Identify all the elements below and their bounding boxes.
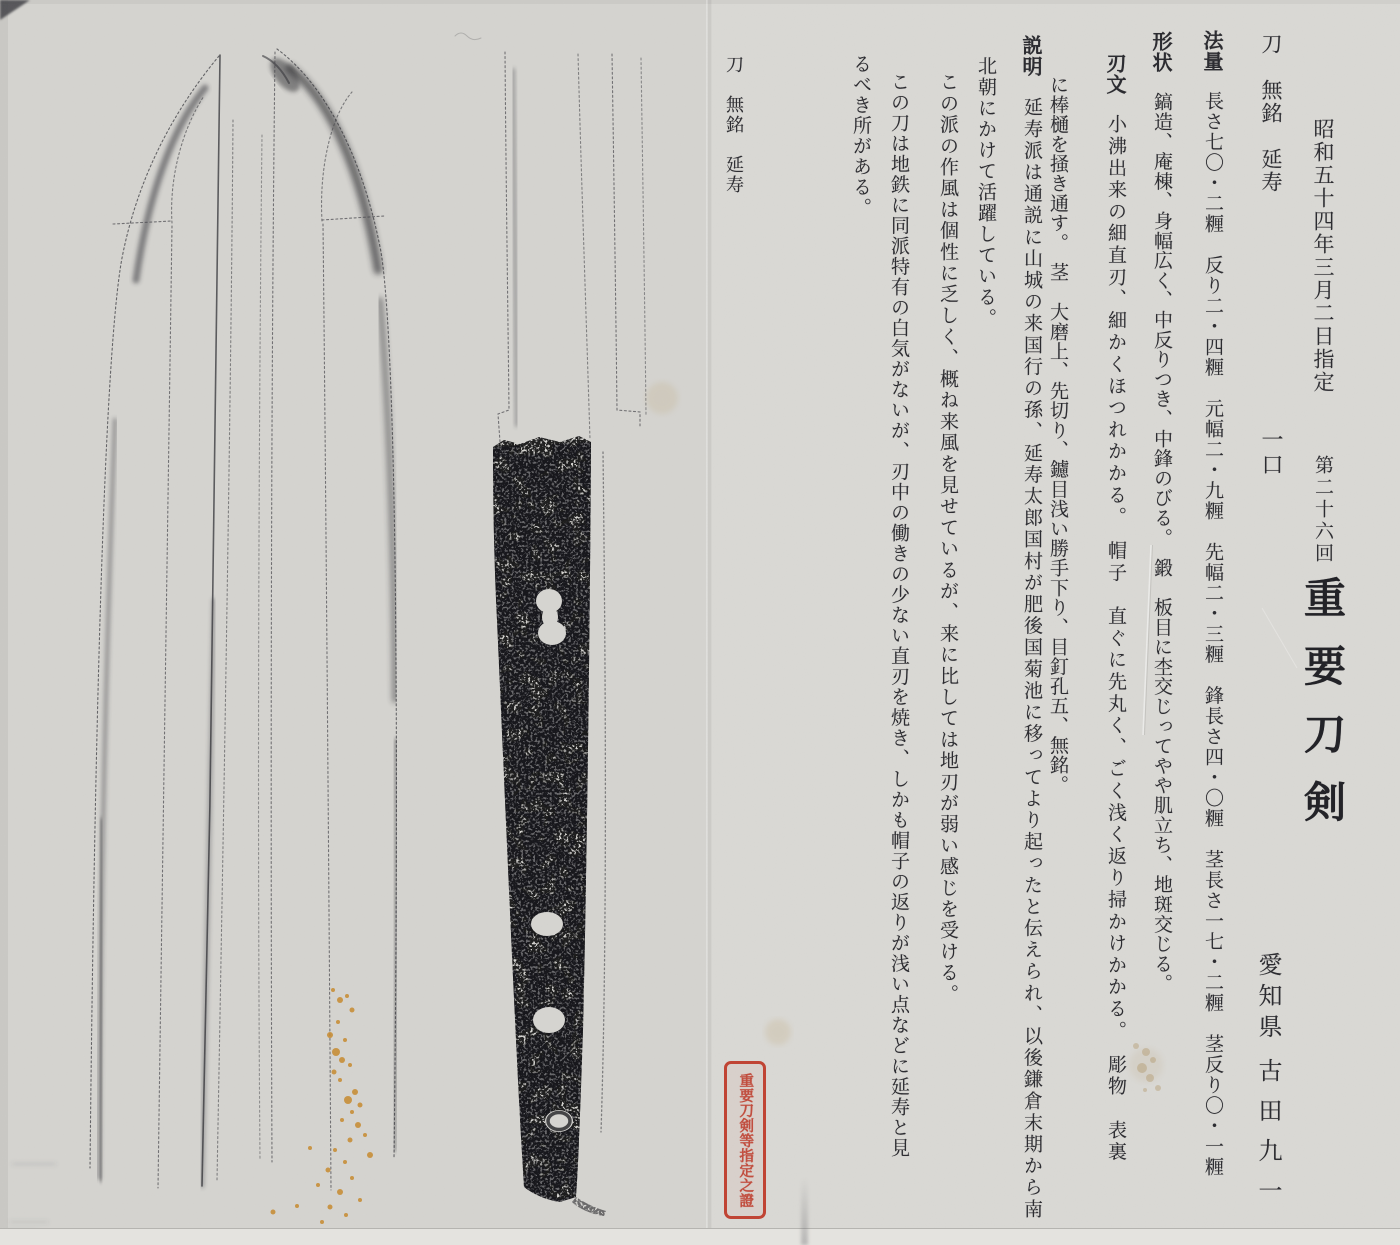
hamon-text: 小沸出来の細直刃、細かくほつれかかる。 帽子 直ぐに先丸く、ごく浅く返り掃かけかかる。 彫物 表裏 <box>1105 114 1127 1164</box>
hamon-text-continuation: に棒樋を掻き通す。 茎 大磨上、先切り、鑢目浅い勝手下り、目釘孔五、無銘。 <box>1047 75 1069 795</box>
scan-bottom-edge <box>0 1228 1400 1245</box>
description-col5: るべき所がある。 <box>850 54 872 218</box>
item-heading: 刀 無銘 延寿 <box>1259 33 1283 194</box>
owner-name: 古田九一 <box>1254 1058 1282 1218</box>
designation-date: 昭和五十四年三月二日指定 <box>1311 118 1335 394</box>
section-label-measurements: 法量 <box>1200 30 1224 72</box>
scan-streak <box>801 1178 808 1245</box>
session-number: 第二十六回 <box>1312 455 1334 565</box>
owner-prefecture: 愛知県 <box>1254 952 1282 1045</box>
description-col2: 北朝にかけて活躍している。 <box>975 56 997 329</box>
seal-text: 重要刀剣等指定之證 <box>737 1072 755 1208</box>
description-col1: 延寿派は通説に山城の来国行の孫、延寿太郎国村が肥後国菊池に移ってより起ったと伝えられ、以後鎌倉末期から南 <box>1021 97 1043 1221</box>
description-col4: この刀は地鉄に同派特有の白気がないが、刃中の働きの少ない直刃を焼き、しかも帽子の返りが浅い点などに延寿と見 <box>888 72 910 1159</box>
section-label-description: 説明 <box>1019 35 1043 77</box>
certificate-title: 重要刀剣 <box>1298 576 1347 848</box>
section-label-hamon: 刃文 <box>1103 53 1127 95</box>
section-label-shape: 形状 <box>1149 31 1173 73</box>
description-col3: この派の作風は個性に乏しく、概ね来風を見せているが、来に比しては地刃が弱い感じを受ける。 <box>937 72 959 1005</box>
shape-text: 鎬造、庵棟、身幅広く、中反りつき、中鋒のびる。 鍛 板目に杢交じってやや肌立ち、地斑交じる。 <box>1151 92 1173 994</box>
item-quantity: 一口 <box>1258 428 1283 478</box>
oshigata-caption: 刀 無銘 延寿 <box>723 55 744 195</box>
measurements-text: 長さ七〇・二糎 反り二・四糎 元幅二・九糎 先幅二・三糎 鋒長さ四・〇糎 茎長さ一七・二糎 茎反り〇・一糎 <box>1202 91 1224 1178</box>
certification-seal <box>724 1061 766 1219</box>
